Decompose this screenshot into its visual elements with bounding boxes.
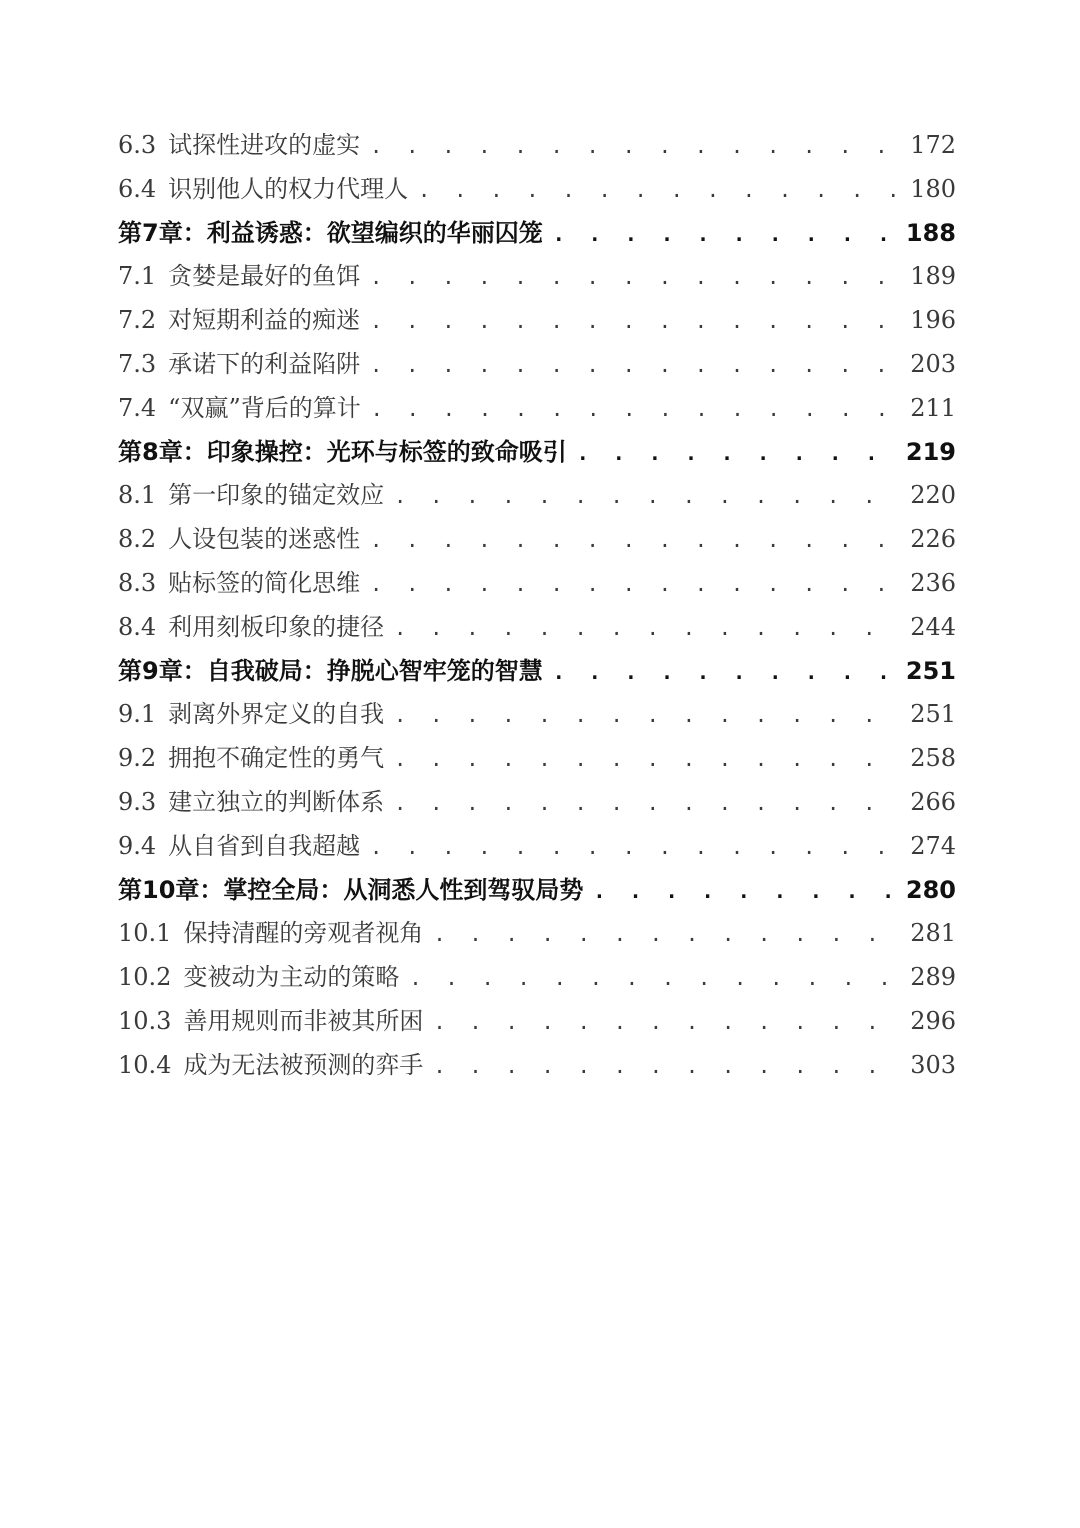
page-number: 236 [910,568,956,597]
section-title: 第一印象的锚定效应 [168,481,385,510]
section-number: 8.3 [118,568,157,597]
section-title: “双赢”背后的算计 [168,393,361,422]
section-title: 贴标签的简化思维 [168,568,361,597]
section-number: 9.2 [118,744,157,773]
page-number: 281 [910,919,956,948]
section-number: 9.1 [118,700,157,729]
section-number: 8.4 [118,612,157,641]
page-number: 266 [910,787,956,816]
toc-entry-7-2[interactable] [118,299,956,343]
toc-entry-6-3[interactable] [118,124,956,168]
dot-leader [370,300,904,344]
section-number: 10.2 [118,963,172,992]
section-number: 10.4 [118,1050,172,1079]
section-number: 9.3 [118,787,157,816]
section-title: 剥离外界定义的自我 [168,700,385,729]
toc-entry-8-1[interactable] [118,474,956,518]
page-number: 220 [910,481,956,510]
section-title: 对短期利益的痴迷 [168,306,361,335]
toc-entry-9-1[interactable] [118,693,956,737]
section-title: 变被动为主动的策略 [183,963,400,992]
dot-leader [394,475,904,519]
section-number: 6.4 [118,174,157,203]
dot-leader [394,738,904,782]
section-title: 承诺下的利益陷阱 [168,349,361,378]
dot-leader [553,213,900,257]
section-title: 成为无法被预测的弈手 [183,1050,424,1079]
dot-leader [418,169,904,213]
section-title: 人设包装的迷惑性 [168,525,361,554]
page-number: 251 [905,656,956,685]
section-title: 识别他人的权力代理人 [168,174,409,203]
section-number: 7.1 [118,262,157,291]
section-number: 10.3 [118,1006,172,1035]
page-number: 219 [905,437,956,466]
dot-leader [433,1045,904,1089]
toc-chapter-8[interactable] [118,431,956,475]
section-number: 8.1 [118,481,157,510]
toc-entry-9-3[interactable] [118,781,956,825]
section-number: 10.1 [118,919,172,948]
section-number: 7.4 [118,393,157,422]
dot-leader [433,913,904,957]
toc-entry-8-2[interactable] [118,518,956,562]
page-number: 226 [910,525,956,554]
section-number: 7.2 [118,306,157,335]
toc-entry-9-2[interactable] [118,737,956,781]
section-title: 利用刻板印象的捷径 [168,612,385,641]
section-title: 保持清醒的旁观者视角 [183,919,424,948]
dot-leader [553,651,900,695]
dot-leader [394,607,904,651]
page-number: 211 [910,393,956,422]
dot-leader [409,957,904,1001]
dot-leader [370,125,904,169]
section-title: 贪婪是最好的鱼饵 [168,262,361,291]
chapter-title: 第8章：印象操控：光环与标签的致命吸引 [118,437,567,466]
toc-entry-8-3[interactable] [118,562,956,606]
dot-leader [370,563,904,607]
dot-leader [370,256,904,300]
toc-entry-7-3[interactable] [118,343,956,387]
page-number: 258 [910,744,956,773]
toc-entry-10-1[interactable] [118,912,956,956]
chapter-title: 第9章：自我破局：挣脱心智牢笼的智慧 [118,656,543,685]
page-number: 172 [910,131,956,159]
section-title: 善用规则而非被其所困 [183,1006,424,1035]
dot-leader [370,519,904,563]
section-title: 拥抱不确定性的勇气 [168,744,385,773]
section-title: 从自省到自我超越 [168,831,361,860]
page-number: 180 [910,174,956,203]
section-title: 建立独立的判断体系 [168,787,385,816]
page-number: 251 [910,700,956,729]
toc-entry-10-3[interactable] [118,1000,956,1044]
dot-leader [593,870,899,914]
chapter-title: 第7章：利益诱惑：欲望编织的华丽囚笼 [118,218,543,247]
table-of-contents [118,124,956,1088]
toc-entry-6-4[interactable] [118,168,956,212]
chapter-title: 第10章：掌控全局：从洞悉人性到驾驭局势 [118,875,584,904]
toc-entry-8-4[interactable] [118,606,956,650]
section-number: 9.4 [118,831,157,860]
dot-leader [433,1001,904,1045]
page-number: 280 [905,875,956,904]
page-number: 196 [910,306,956,335]
toc-entry-10-4[interactable] [118,1044,956,1088]
toc-entry-7-4[interactable] [118,387,956,431]
section-number: 8.2 [118,525,157,554]
section-number: 7.3 [118,349,157,378]
page-number: 203 [910,349,956,378]
dot-leader [370,344,904,388]
toc-chapter-7[interactable] [118,212,956,256]
page-number: 303 [910,1050,956,1079]
toc-entry-10-2[interactable] [118,956,956,1000]
toc-chapter-9[interactable] [118,650,956,694]
page-number: 188 [905,218,956,247]
page-number: 189 [910,262,956,291]
dot-leader [370,826,904,870]
page-number: 274 [910,831,956,860]
dot-leader [394,694,904,738]
page-number: 244 [910,612,956,641]
toc-entry-7-1[interactable] [118,255,956,299]
section-title: 试探性进攻的虚实 [168,131,361,159]
page-number: 296 [910,1006,956,1035]
page-number: 289 [910,963,956,992]
dot-leader [577,432,900,476]
dot-leader [394,782,904,826]
toc-chapter-10[interactable] [118,869,956,913]
toc-entry-9-4[interactable] [118,825,956,869]
section-number: 6.3 [118,131,157,159]
dot-leader [371,388,904,432]
